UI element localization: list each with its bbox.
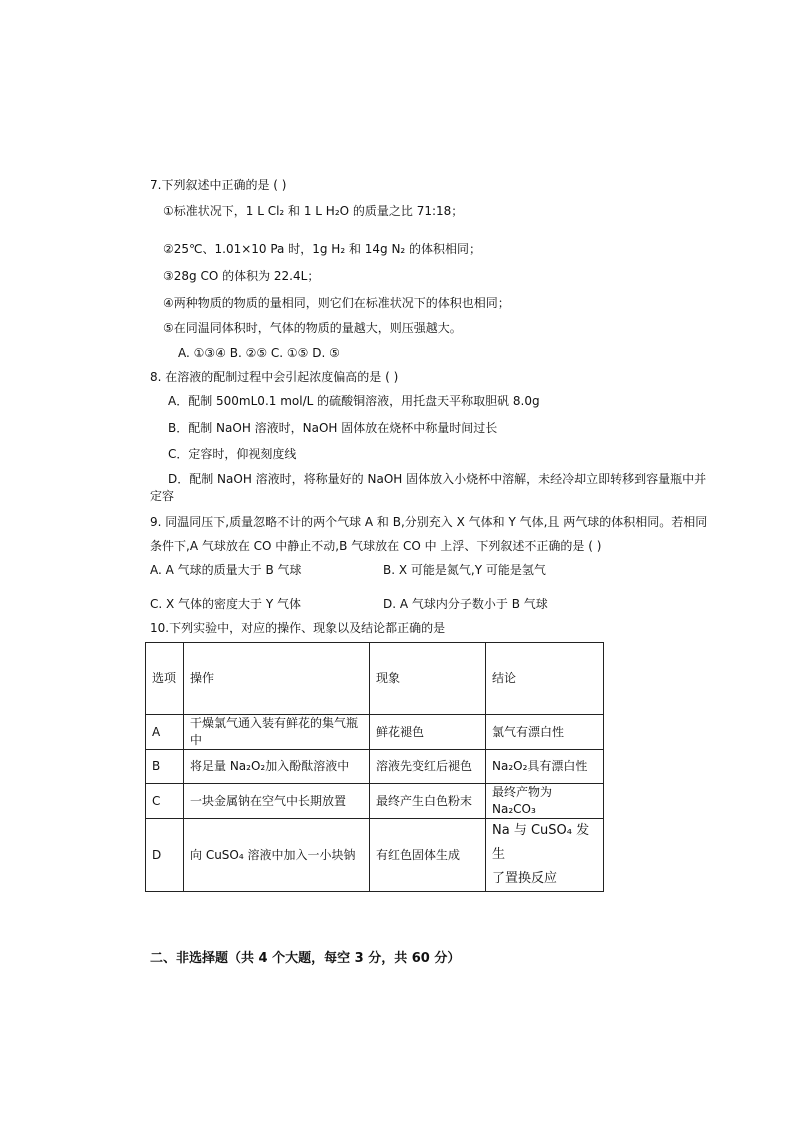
q7-options: A. ①③④ B. ②⑤ C. ①⑤ D. ⑤ (178, 346, 340, 360)
table-cell: A (146, 715, 184, 750)
q9-option-d: D. A 气球内分子数小于 B 气球 (383, 597, 548, 611)
table-cell: 最终产物为 Na₂CO₃ (486, 784, 604, 819)
q7-statement-4: ④两种物质的物质的量相同，则它们在标准状况下的体积也相同； (163, 296, 510, 310)
table-cell: 溶液先变红后褪色 (370, 750, 486, 784)
table-cell: 氯气有漂白性 (486, 715, 604, 750)
table-cell: 干燥氯气通入装有鲜花的集气瓶中 (184, 715, 370, 750)
table-row (146, 715, 604, 750)
header-cell-conclusion: 结论 (486, 643, 604, 715)
q8-stem: 8. 在溶液的配制过程中会引起浓度偏高的是 ( ) (150, 370, 399, 384)
table-cell: C (146, 784, 184, 819)
q9-stem-line2: 条件下,A 气球放在 CO 中静止不动,B 气球放在 CO 中 上浮、下列叙述不正确的是 ( ) (150, 539, 602, 553)
table-header-row (146, 643, 604, 715)
table-cell: Na₂O₂具有漂白性 (486, 750, 604, 784)
q9-option-b: B. X 可能是氮气,Y 可能是氢气 (383, 563, 546, 577)
table-cell: 将足量 Na₂O₂加入酚酞溶液中 (184, 750, 370, 784)
q9-option-c: C. X 气体的密度大于 Y 气体 (150, 597, 302, 611)
q7-statement-2: ②25℃、1.01×10 Pa 时，1g H₂ 和 14g N₂ 的体积相同； (163, 242, 482, 256)
q7-statement-5: ⑤在同温同体积时，气体的物质的量越大，则压强越大。 (163, 321, 462, 335)
header-cell-operation: 操作 (184, 643, 370, 715)
q7-statement-3: ③28g CO 的体积为 22.4L； (163, 269, 320, 283)
table-cell: 有红色固体生成 (370, 819, 486, 892)
table-cell: 最终产生白色粉末 (370, 784, 486, 819)
table-row (146, 819, 604, 892)
q8-option-d-line2: 定容 (150, 489, 175, 503)
q8-option-b: B．配制 NaOH 溶液时，NaOH 固体放在烧杯中称量时间过长 (168, 421, 498, 435)
q8-option-c: C．定容时，仰视刻度线 (168, 447, 297, 461)
q7-statement-1: ①标准状况下，1 L Cl₂ 和 1 L H₂O 的质量之比 71:18； (163, 204, 464, 218)
table-cell: 鲜花褪色 (370, 715, 486, 750)
table-row (146, 784, 604, 819)
section-2-heading: 二、非选择题（共 4 个大题，每空 3 分，共 60 分） (150, 951, 461, 966)
q9-stem-line1: 9. 同温同压下,质量忽略不计的两个气球 A 和 B,分别充入 X 气体和 Y 气体,且 两气球的体积相同。若相同 (150, 515, 708, 529)
table-cell: Na 与 CuSO₄ 发生 了置换反应 (486, 819, 604, 892)
header-cell-phenomenon: 现象 (370, 643, 486, 715)
q7-stem: 7.下列叙述中正确的是 ( ) (150, 178, 287, 192)
q8-option-d-line1: D．配制 NaOH 溶液时，将称量好的 NaOH 固体放入小烧杯中溶解，未经冷却立即转移到容量瓶中并 (168, 472, 707, 486)
table-cell: 一块金属钠在空气中长期放置 (184, 784, 370, 819)
q10-table (145, 642, 604, 892)
table-cell: 向 CuSO₄ 溶液中加入一小块钠 (184, 819, 370, 892)
table-cell: D (146, 819, 184, 892)
q10-stem: 10.下列实验中，对应的操作、现象以及结论都正确的是 (150, 621, 446, 635)
table-row (146, 750, 604, 784)
q8-option-a: A．配制 500mL0.1 mol/L 的硫酸铜溶液，用托盘天平称取胆矾 8.0g (168, 394, 540, 408)
table-cell: B (146, 750, 184, 784)
q9-option-a: A. A 气球的质量大于 B 气球 (150, 563, 302, 577)
header-cell-option: 选项 (146, 643, 184, 715)
